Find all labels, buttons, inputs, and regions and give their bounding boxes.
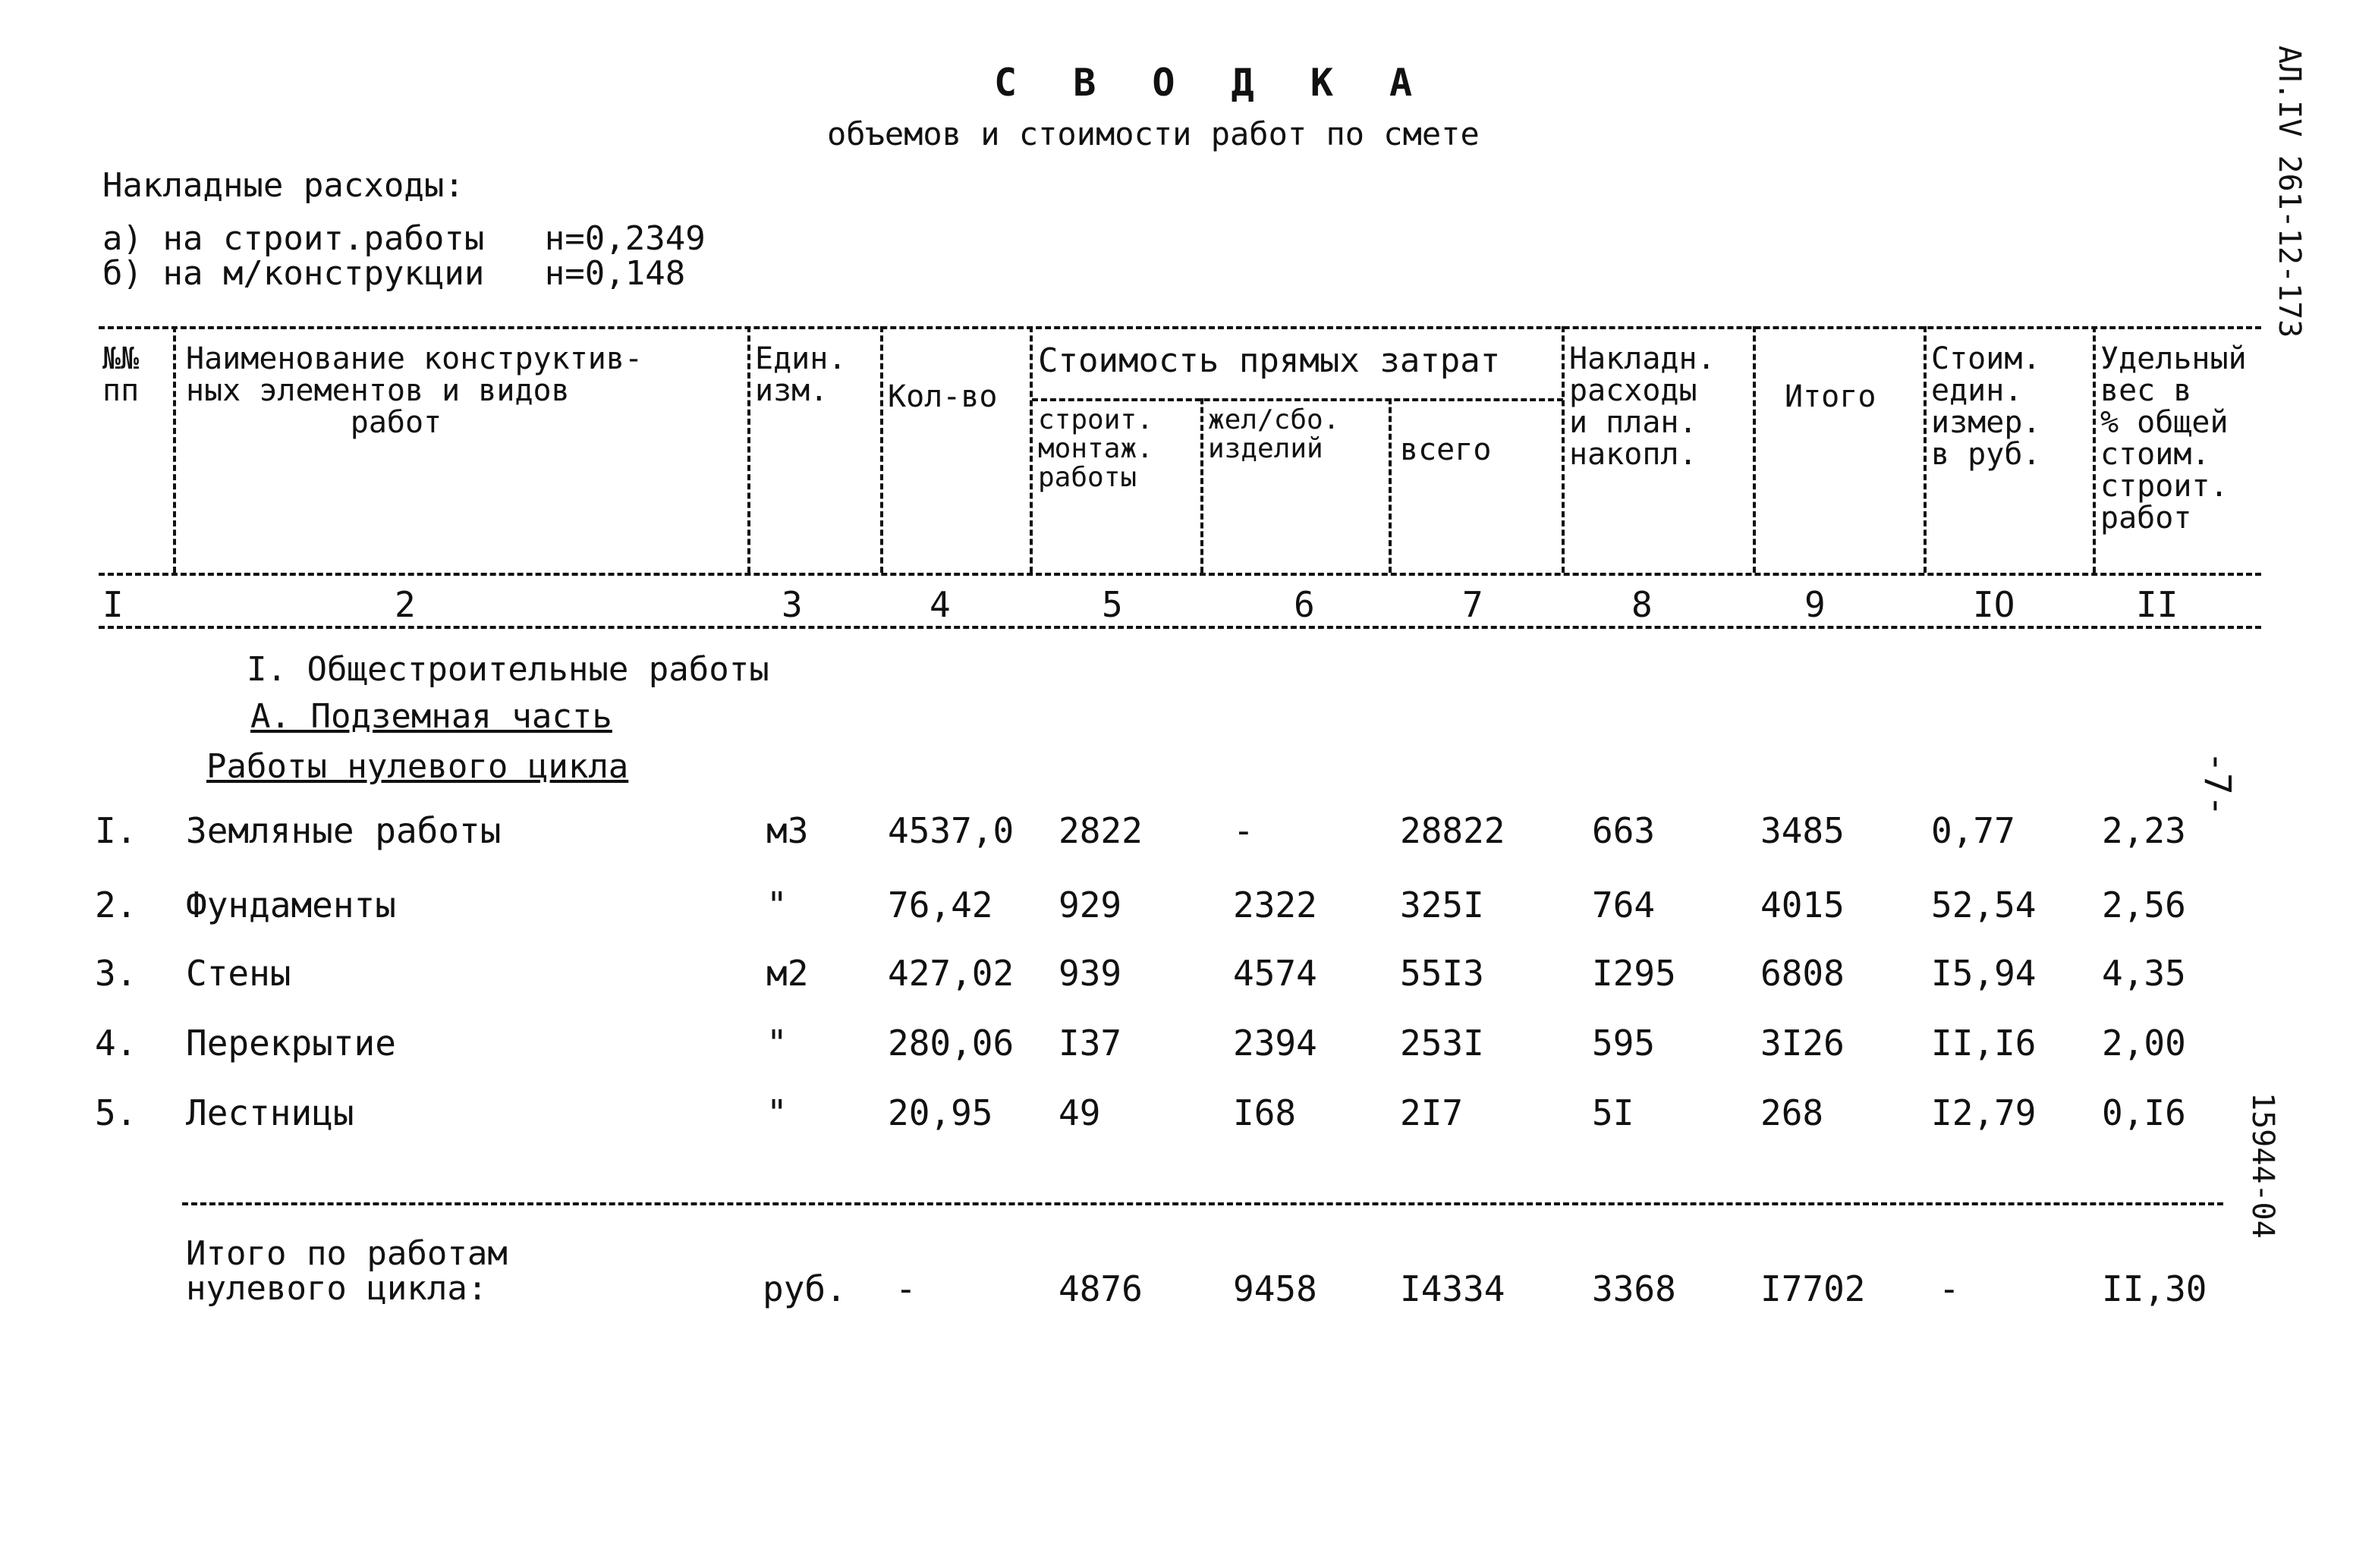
section-cycle: Работы нулевого цикла — [206, 747, 629, 786]
totals-c10: - — [1939, 1268, 1960, 1309]
header-subgroup-rule — [1032, 398, 1563, 401]
row-name: Стены — [186, 953, 291, 994]
row-c11: 0,I6 — [2102, 1092, 2186, 1133]
row-c8: 5I — [1592, 1092, 1634, 1133]
row-unit: " — [766, 885, 788, 925]
row-qty: 280,06 — [888, 1023, 1014, 1064]
row-name: Лестницы — [186, 1092, 354, 1133]
row-number: I. — [95, 810, 137, 851]
colnum-11: II — [2136, 584, 2178, 625]
col-divider-4 — [1030, 326, 1033, 573]
row-name: Перекрытие — [186, 1023, 396, 1064]
row-qty: 427,02 — [888, 953, 1014, 994]
column-numbers-rule — [99, 626, 2261, 629]
totals-c9: I7702 — [1760, 1268, 1866, 1309]
document-title: С В О Д К А — [994, 61, 1430, 105]
row-c8: 663 — [1592, 810, 1656, 851]
header-col-8: Накладн. расходы и план. накопл. — [1569, 341, 1716, 472]
row-number: 4. — [95, 1023, 137, 1064]
row-c5: 49 — [1059, 1092, 1101, 1133]
row-unit: " — [766, 1023, 788, 1064]
row-c9: 268 — [1760, 1092, 1824, 1133]
row-c10: I2,79 — [1931, 1092, 2037, 1133]
row-c10: II,I6 — [1931, 1023, 2037, 1064]
row-number: 2. — [95, 885, 137, 925]
overhead-line-a: а) на строит.работы н=0,2349 — [102, 219, 706, 258]
totals-label-line-2: нулевого цикла: — [186, 1269, 488, 1308]
header-col-2: Наименование конструктив- ных элементов и видов работ — [186, 341, 643, 440]
col-divider-5 — [1200, 398, 1203, 573]
totals-c11: II,30 — [2102, 1268, 2207, 1309]
page-mark: -7- — [2196, 751, 2238, 817]
row-c6: - — [1233, 810, 1254, 851]
section-part: А. Подземная часть — [250, 697, 612, 736]
colnum-7: 7 — [1462, 584, 1483, 625]
row-number: 3. — [95, 953, 137, 994]
archive-code: 15944-04 — [2245, 1092, 2280, 1239]
colnum-2: 2 — [395, 584, 416, 625]
header-col-1: №№ пп — [102, 341, 140, 408]
row-c6: I68 — [1233, 1092, 1297, 1133]
row-c7: 325I — [1400, 885, 1484, 925]
row-c7: 28822 — [1400, 810, 1505, 851]
row-c7: 253I — [1400, 1023, 1484, 1064]
col-divider-7 — [1562, 326, 1565, 573]
row-c11: 4,35 — [2102, 953, 2186, 994]
col-divider-2 — [747, 326, 750, 573]
row-c6: 4574 — [1233, 953, 1317, 994]
row-c8: I295 — [1592, 953, 1676, 994]
colnum-5: 5 — [1102, 584, 1123, 625]
row-c6: 2394 — [1233, 1023, 1317, 1064]
header-col-group: Стоимость прямых затрат — [1038, 341, 1501, 380]
totals-c5: 4876 — [1059, 1268, 1143, 1309]
section-general: I. Общестроительные работы — [247, 650, 769, 689]
row-c10: I5,94 — [1931, 953, 2037, 994]
row-c10: 52,54 — [1931, 885, 2037, 925]
row-c9: 3485 — [1760, 810, 1845, 851]
totals-c7: I4334 — [1400, 1268, 1505, 1309]
totals-unit: руб. — [763, 1268, 847, 1309]
header-top-rule — [99, 326, 2261, 329]
row-name: Фундаменты — [186, 885, 396, 925]
row-c8: 595 — [1592, 1023, 1656, 1064]
colnum-8: 8 — [1631, 584, 1653, 625]
overhead-line-b: б) на м/конструкции н=0,148 — [102, 254, 686, 293]
row-unit: м3 — [766, 810, 809, 851]
col-divider-6 — [1389, 398, 1392, 573]
col-divider-3 — [880, 326, 883, 573]
row-c5: 939 — [1059, 953, 1122, 994]
colnum-9: 9 — [1804, 584, 1826, 625]
colnum-10: IO — [1973, 584, 2015, 625]
row-unit: " — [766, 1092, 788, 1133]
row-c5: 929 — [1059, 885, 1122, 925]
colnum-1: I — [102, 584, 124, 625]
row-qty: 4537,0 — [888, 810, 1014, 851]
totals-c6: 9458 — [1233, 1268, 1317, 1309]
header-col-7: всего — [1400, 432, 1492, 467]
header-col-5: строит. монтаж. работы — [1038, 404, 1153, 493]
row-c8: 764 — [1592, 885, 1656, 925]
col-divider-1 — [173, 326, 176, 573]
row-c6: 2322 — [1233, 885, 1317, 925]
row-c7: 2I7 — [1400, 1092, 1464, 1133]
header-col-4: Кол-во — [888, 379, 998, 414]
row-c9: 3I26 — [1760, 1023, 1845, 1064]
row-c5: I37 — [1059, 1023, 1122, 1064]
row-c11: 2,56 — [2102, 885, 2186, 925]
row-c10: 0,77 — [1931, 810, 2015, 851]
row-c11: 2,00 — [2102, 1023, 2186, 1064]
row-number: 5. — [95, 1092, 137, 1133]
row-c5: 2822 — [1059, 810, 1143, 851]
totals-label-line-1: Итого по работам — [186, 1234, 508, 1273]
header-col-10: Стоим. един. измер. в руб. — [1931, 341, 2041, 472]
row-qty: 76,42 — [888, 885, 993, 925]
doc-code: АЛ.IV 261-12-173 — [2272, 46, 2307, 338]
row-c9: 4015 — [1760, 885, 1845, 925]
header-col-9: Итого — [1785, 379, 1876, 414]
row-c7: 55I3 — [1400, 953, 1484, 994]
header-col-3: Един. изм. — [755, 341, 847, 408]
colnum-6: 6 — [1294, 584, 1315, 625]
document-subtitle: объемов и стоимости работ по смете — [827, 115, 1480, 152]
header-bottom-rule — [99, 573, 2261, 576]
row-c9: 6808 — [1760, 953, 1845, 994]
totals-c8: 3368 — [1592, 1268, 1676, 1309]
row-unit: м2 — [766, 953, 809, 994]
col-divider-8 — [1753, 326, 1756, 573]
row-qty: 20,95 — [888, 1092, 993, 1133]
colnum-3: 3 — [782, 584, 803, 625]
row-c11: 2,23 — [2102, 810, 2186, 851]
totals-qty: - — [895, 1268, 917, 1309]
col-divider-10 — [2093, 326, 2096, 573]
header-col-11: Удельный вес в % общей стоим. строит. работ — [2100, 341, 2247, 536]
totals-rule — [182, 1202, 2223, 1205]
col-divider-9 — [1924, 326, 1927, 573]
colnum-4: 4 — [930, 584, 951, 625]
row-name: Земляные работы — [186, 810, 502, 851]
header-col-6: жел/сбо. изделий — [1208, 404, 1340, 464]
overhead-label: Накладные расходы: — [102, 166, 464, 205]
